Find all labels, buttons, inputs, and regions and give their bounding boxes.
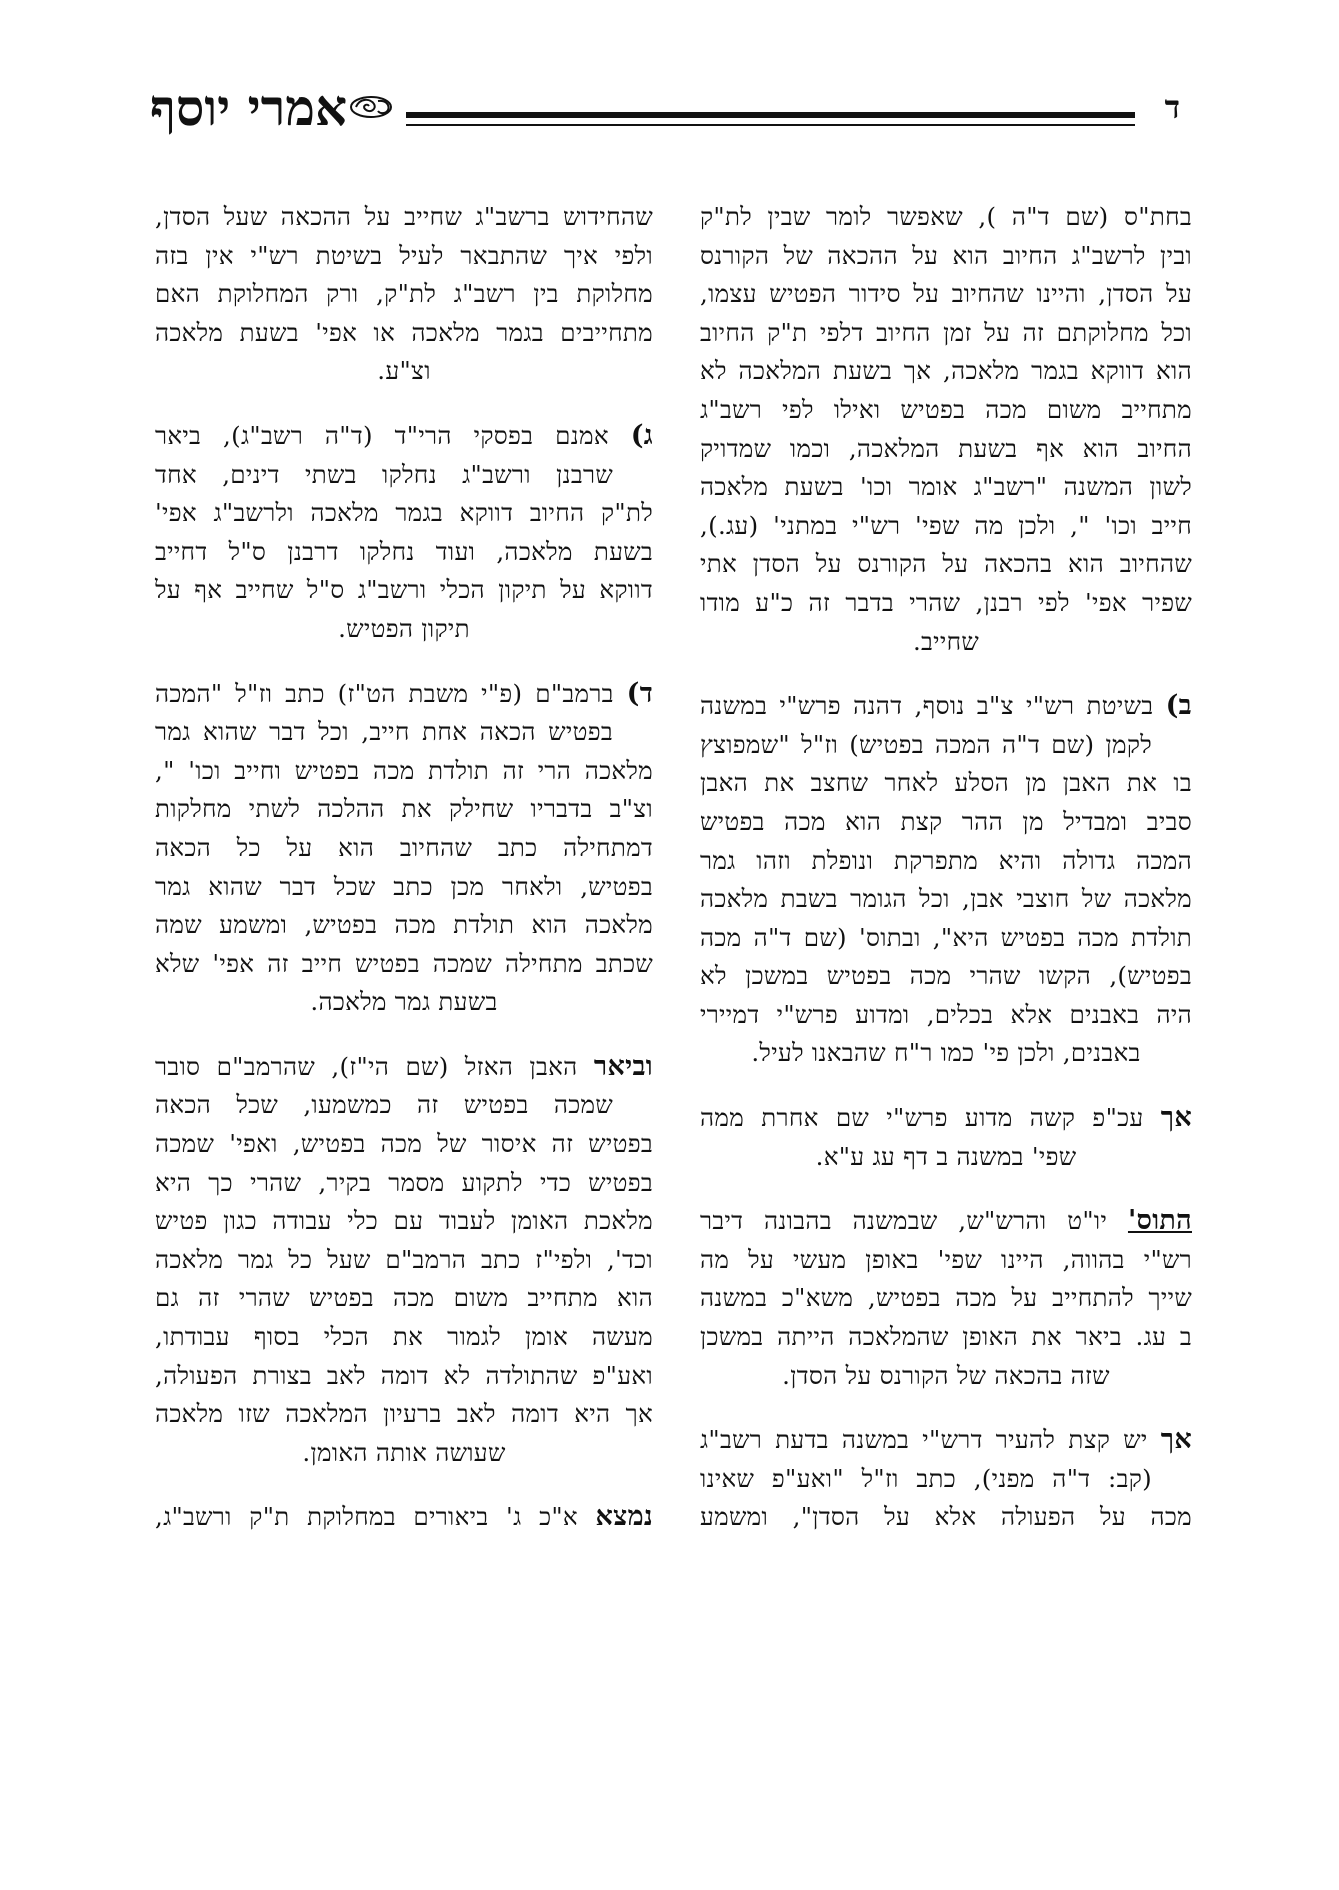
text-line: הוא מתחייב משום מכה בפטיש שהרי זה גם	[155, 1283, 653, 1313]
text-line: בפטיש), הקשו שהרי מכה בפטיש במשכן לא	[700, 961, 1192, 991]
header-rule-thick	[406, 112, 1135, 118]
text-line: אמנם בפסקי הרי"ד (ד"ה רשב"ג), ביאר	[155, 420, 609, 450]
text-line: בפטיש כדי לתקוע מסמר בקיר, שהרי כך היא	[155, 1167, 653, 1197]
text-line: מלאכה של חוצבי אבן, וכל הגומר בשבת מלאכה	[700, 884, 1192, 914]
paragraph-right-1	[700, 198, 1192, 661]
text-line: שהחידוש ברשב"ג שחייב על ההכאה שעל הסדן,	[155, 202, 653, 231]
section-marker: ב)	[1165, 690, 1192, 722]
paragraph-left-5	[155, 1498, 653, 1537]
text-line: ב עג. ביאר את האופן שהמלאכה הייתה במשכן	[700, 1322, 1192, 1352]
text-line: וצ"ע.	[377, 356, 431, 386]
text-line: שהחיוב הוא בהכאה על הקורנס על הסדן אתי	[700, 549, 1192, 579]
text-line: באבנים, ולכן פי' כמו ר"ח שהבאנו לעיל.	[751, 1038, 1141, 1068]
section-marker: ד)	[626, 677, 653, 709]
text-line: בפטיש, ולאחר מכן כתב שכל דבר שהוא גמר	[155, 871, 653, 901]
text-line: שעושה אותה האומן.	[302, 1437, 506, 1467]
text-line: בשיטת רש"י צ"ב נוסף, דהנה פרש"י במשנה	[700, 691, 1154, 721]
page-number: ד	[1164, 88, 1180, 126]
text-line: יו"ט והרש"ש, שבמשנה בהבונה דיבר	[700, 1206, 1108, 1236]
text-line: ולפי איך שהתבאר לעיל בשיטת רש"י אין בזה	[155, 240, 653, 270]
text-line: הוא דווקא בגמר מלאכה, אך בשעת המלאכה לא	[700, 356, 1192, 386]
text-line: וכד', ולפי"ז כתב הרמב"ם שעל כל גמר מלאכה	[155, 1244, 653, 1274]
text-line: תיקון הפטיש.	[338, 613, 470, 643]
text-line: שפי' במשנה ב דף עג ע"א.	[815, 1141, 1077, 1171]
text-line: מתחייב משום מכה בפטיש ואילו לפי רשב"ג	[700, 394, 1192, 424]
header-rule-thin	[406, 124, 1135, 126]
right-column	[700, 198, 1192, 1537]
text-line: שזה בהכאה של הקורנס על הסדן.	[782, 1360, 1110, 1390]
text-line: סביב ומבדיל מן ההר קצת הוא מכה בפטיש	[700, 806, 1192, 836]
paragraph-left-4	[155, 1048, 653, 1473]
paragraph-left-2	[155, 417, 653, 649]
text-line: האבן האזל (שם הי"ז), שהרמב"ם סובר	[155, 1051, 578, 1081]
book-title: אמרי יוסף	[150, 78, 348, 137]
text-line: שפיר אפי' לפי רבנן, שהרי בדבר זה כ"ע מודו	[700, 587, 1192, 617]
lead-word: וביאר	[593, 1050, 653, 1082]
text-line: עכ"פ קשה מדוע פרש"י שם אחרת ממה	[700, 1103, 1144, 1133]
paragraph-left-3	[155, 675, 653, 1022]
lead-word: נמצא	[595, 1501, 653, 1533]
left-column	[155, 198, 653, 1537]
lead-word: אך	[1160, 1102, 1192, 1134]
lead-word: התוס'	[1127, 1205, 1192, 1237]
text-line: על הסדן, והיינו שהחיוב על סידור הפטיש עצמו,	[700, 279, 1192, 309]
text-line: בחת"ס (שם ד"ה ), שאפשר לומר שבין לת"ק	[700, 202, 1192, 231]
text-line: שייך להתחייב על מכה בפטיש, משא"כ במשנה	[700, 1283, 1192, 1313]
lead-word: אך	[1160, 1424, 1192, 1456]
paragraph-right-5	[700, 1421, 1192, 1537]
text-line: שרבנן ורשב"ג נחלקו בשתי דינים, אחד	[155, 459, 613, 489]
text-line: ואע"פ שהתולדה לא דומה לאב בצורת הפעולה,	[155, 1360, 653, 1390]
text-line: בפטיש זה איסור של מכה בפטיש, ואפי' שמכה	[155, 1129, 653, 1159]
text-line: מחלוקת בין רשב"ג לת"ק, ורק המחלוקת האם	[155, 279, 653, 309]
text-line: אך היא דומה לאב ברעיון המלאכה שזו מלאכה	[155, 1399, 653, 1429]
text-line: תולדת מכה בפטיש היא", ובתוס' (שם ד"ה מכה	[700, 922, 1192, 952]
text-line: חייב וכו' ", ולכן מה שפי' רש"י במתני' (עג.),	[700, 510, 1192, 540]
scroll-ornament-icon	[348, 92, 394, 122]
text-line: לת"ק החיוב דווקא בגמר מלאכה ולרשב"ג אפי'	[155, 498, 653, 528]
text-line: וכל מחלוקתם זה על זמן החיוב דלפי ת"ק החיוב	[700, 317, 1192, 347]
text-line: החיוב הוא אף בשעת המלאכה, וכמו שמדויק	[700, 433, 1192, 463]
text-line: יש קצת להעיר דרש"י במשנה בדעת רשב"ג	[700, 1425, 1148, 1455]
paragraph-right-3	[700, 1099, 1192, 1176]
text-line: דווקא על תיקון הכלי ורשב"ג ס"ל שחייב אף על	[155, 575, 653, 605]
text-line: היה באבנים אלא בכלים, ומדוע פרש"י דמיירי	[700, 999, 1192, 1029]
text-line: מלאכה הרי זה תולדת מכה בפטיש וחייב וכו' ",	[155, 755, 653, 785]
text-line: בפטיש הכאה אחת חייב, וכל דבר שהוא גמר	[155, 717, 613, 747]
text-line: לקמן (שם ד"ה המכה בפטיש) וז"ל "שמפוצץ	[700, 729, 1152, 759]
text-line: דמתחילה כתב שהחיוב הוא על כל הכאה	[155, 832, 653, 862]
text-line: מעשה אומן לגמור את הכלי בסוף עבודתו,	[155, 1322, 653, 1352]
text-line: מלאכת האומן לעבוד עם כלי עבודה כגון פטיש	[155, 1206, 653, 1236]
text-line: בו את האבן מן הסלע לאחר שחצב את האבן	[700, 768, 1192, 798]
text-line: המכה גדולה והיא מתפרקת ונופלת וזהו גמר	[700, 845, 1192, 875]
text-line: בשעת גמר מלאכה.	[310, 987, 498, 1017]
text-line: א"כ ג' ביאורים במחלוקת ת"ק ורשב"ג,	[155, 1502, 578, 1532]
text-line: מתחייבים בגמר מלאכה או אפי' בשעת מלאכה	[155, 317, 653, 347]
text-line: בשעת מלאכה, ועוד נחלקו דרבנן ס"ל דחייב	[155, 536, 653, 566]
text-line: (קב: ד"ה מפני), כתב וז"ל "ואע"פ שאינו	[700, 1463, 1152, 1493]
paragraph-right-2	[700, 687, 1192, 1073]
paragraph-right-4	[700, 1202, 1192, 1395]
page-header	[150, 78, 1180, 138]
text-line: רש"י בהווה, היינו שפי' באופן מעשי על מה	[700, 1244, 1192, 1274]
paragraph-left-1	[155, 198, 653, 391]
text-line: ובין לרשב"ג החיוב הוא על ההכאה של הקורנס	[700, 240, 1192, 270]
text-line: וצ"ב בדבריו שחילק את ההלכה לשתי מחלקות	[155, 794, 653, 824]
text-line: שמכה בפטיש זה כמשמעו, שכל הכאה	[155, 1090, 613, 1120]
section-marker: ג)	[630, 419, 653, 451]
text-line: ברמב"ם (פ"י משבת הט"ז) כתב וז"ל "המכה	[155, 678, 614, 708]
text-line: מכה על הפעולה אלא על הסדן", ומשמע	[700, 1502, 1192, 1532]
text-line: שחייב.	[912, 626, 980, 656]
text-line: שכתב מתחילה שמכה בפטיש חייב זה אפי' שלא	[155, 948, 653, 978]
text-line: לשון המשנה "רשב"ג אומר וכו' בשעת מלאכה	[700, 472, 1192, 502]
text-line: מלאכה הוא תולדת מכה בפטיש, ומשמע שמה	[155, 910, 653, 940]
